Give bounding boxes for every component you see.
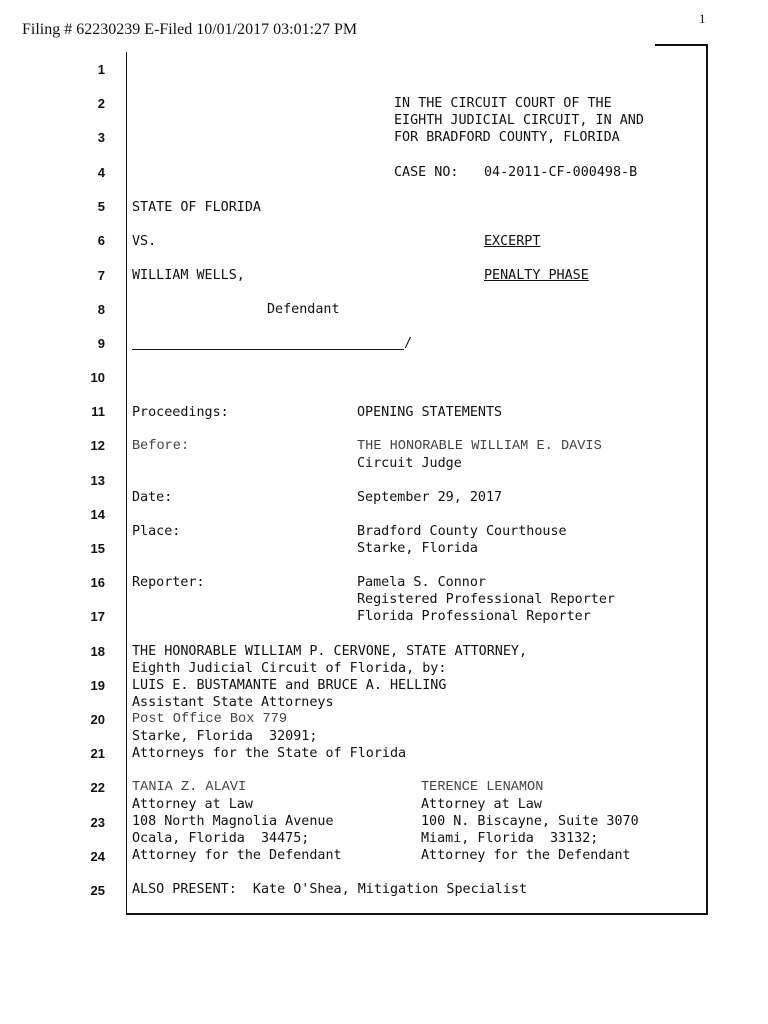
defendant-label: Defendant <box>267 302 340 317</box>
line-number: 10 <box>90 370 105 385</box>
excerpt-title: EXCERPT <box>484 234 541 249</box>
line-number: 20 <box>90 712 105 727</box>
line-number: 3 <box>97 130 105 145</box>
line-number: 6 <box>97 233 105 248</box>
top-corner-line <box>655 44 707 46</box>
rule-slash: / <box>404 336 413 351</box>
reporter-line-1: Pamela S. Connor <box>357 575 486 590</box>
page-number: 1 <box>699 11 706 26</box>
line-number: 4 <box>97 165 105 180</box>
place-label: Place: <box>132 524 181 539</box>
reporter-line-3: Florida Professional Reporter <box>357 609 591 624</box>
court-line-1: IN THE CIRCUIT COURT OF THE <box>394 96 612 111</box>
bottom-margin-line <box>126 913 708 915</box>
defense-left-line-5: Attorney for the Defendant <box>132 848 342 863</box>
place-line-2: Starke, Florida <box>357 541 478 556</box>
defendant-name: WILLIAM WELLS, <box>132 268 245 283</box>
plaintiff: STATE OF FLORIDA <box>132 200 261 215</box>
case-number-label: CASE NO: <box>394 165 459 180</box>
line-number: 1 <box>97 62 105 77</box>
versus: VS. <box>132 234 157 249</box>
line-number: 16 <box>90 575 105 590</box>
before-value: THE HONORABLE WILLIAM E. DAVIS <box>357 439 602 454</box>
case-number: 04-2011-CF-000498-B <box>484 165 638 180</box>
left-margin-line <box>126 52 127 914</box>
filing-stamp: Filing # 62230239 E-Filed 10/01/2017 03:01:27 PM <box>22 21 358 38</box>
line-number: 23 <box>90 815 105 830</box>
line-number: 17 <box>90 609 105 624</box>
line-number: 5 <box>97 199 105 214</box>
date-label: Date: <box>132 490 173 505</box>
defense-left-line-3: 108 North Magnolia Avenue <box>132 814 334 829</box>
line-number: 2 <box>97 96 105 111</box>
line-number: 21 <box>90 746 105 761</box>
phase-title: PENALTY PHASE <box>484 268 589 283</box>
proceedings-value: OPENING STATEMENTS <box>357 405 503 420</box>
defense-right-line-5: Attorney for the Defendant <box>421 848 631 863</box>
state-attorney-line-2: Eighth Judicial Circuit of Florida, by: <box>132 661 447 676</box>
line-number: 9 <box>97 336 105 351</box>
state-attorney-line-6: Starke, Florida 32091; <box>132 729 318 744</box>
court-line-2: EIGHTH JUDICIAL CIRCUIT, IN AND <box>394 113 644 128</box>
line-number: 18 <box>90 644 105 659</box>
before-label: Before: <box>132 439 190 454</box>
defense-right-line-4: Miami, Florida 33132; <box>421 831 599 846</box>
line-number: 25 <box>90 883 105 898</box>
line-number: 19 <box>90 678 105 693</box>
line-number: 22 <box>90 780 105 795</box>
state-attorney-line-7: Attorneys for the State of Florida <box>132 746 407 761</box>
state-attorney-line-5: Post Office Box 779 <box>132 712 287 727</box>
state-attorney-line-3: LUIS E. BUSTAMANTE and BRUCE A. HELLING <box>132 678 447 693</box>
before-title: Circuit Judge <box>357 456 462 471</box>
defense-right-line-3: 100 N. Biscayne, Suite 3070 <box>421 814 639 829</box>
defense-right-line-1: TERENCE LENAMON <box>421 780 544 795</box>
line-number: 7 <box>97 268 105 283</box>
line-number: 11 <box>91 404 105 419</box>
line-number: 12 <box>90 438 105 453</box>
signature-rule <box>132 349 404 350</box>
line-number: 24 <box>90 849 105 864</box>
place-line-1: Bradford County Courthouse <box>357 524 567 539</box>
reporter-label: Reporter: <box>132 575 205 590</box>
line-number: 13 <box>90 473 105 488</box>
line-number: 8 <box>97 302 105 317</box>
also-present: ALSO PRESENT: Kate O'Shea, Mitigation Specialist <box>132 882 528 897</box>
proceedings-label: Proceedings: <box>132 405 229 420</box>
line-number: 15 <box>90 541 105 556</box>
date-value: September 29, 2017 <box>357 490 503 505</box>
court-line-3: FOR BRADFORD COUNTY, FLORIDA <box>394 130 620 145</box>
state-attorney-line-4: Assistant State Attorneys <box>132 695 334 710</box>
state-attorney-line-1: THE HONORABLE WILLIAM P. CERVONE, STATE ATTORNEY, <box>132 644 528 659</box>
defense-right-line-2: Attorney at Law <box>421 797 542 812</box>
right-margin-line <box>706 44 708 915</box>
reporter-line-2: Registered Professional Reporter <box>357 592 615 607</box>
defense-left-line-1: TANIA Z. ALAVI <box>132 780 247 795</box>
defense-left-line-2: Attorney at Law <box>132 797 253 812</box>
defense-left-line-4: Ocala, Florida 34475; <box>132 831 310 846</box>
line-number: 14 <box>90 507 105 522</box>
